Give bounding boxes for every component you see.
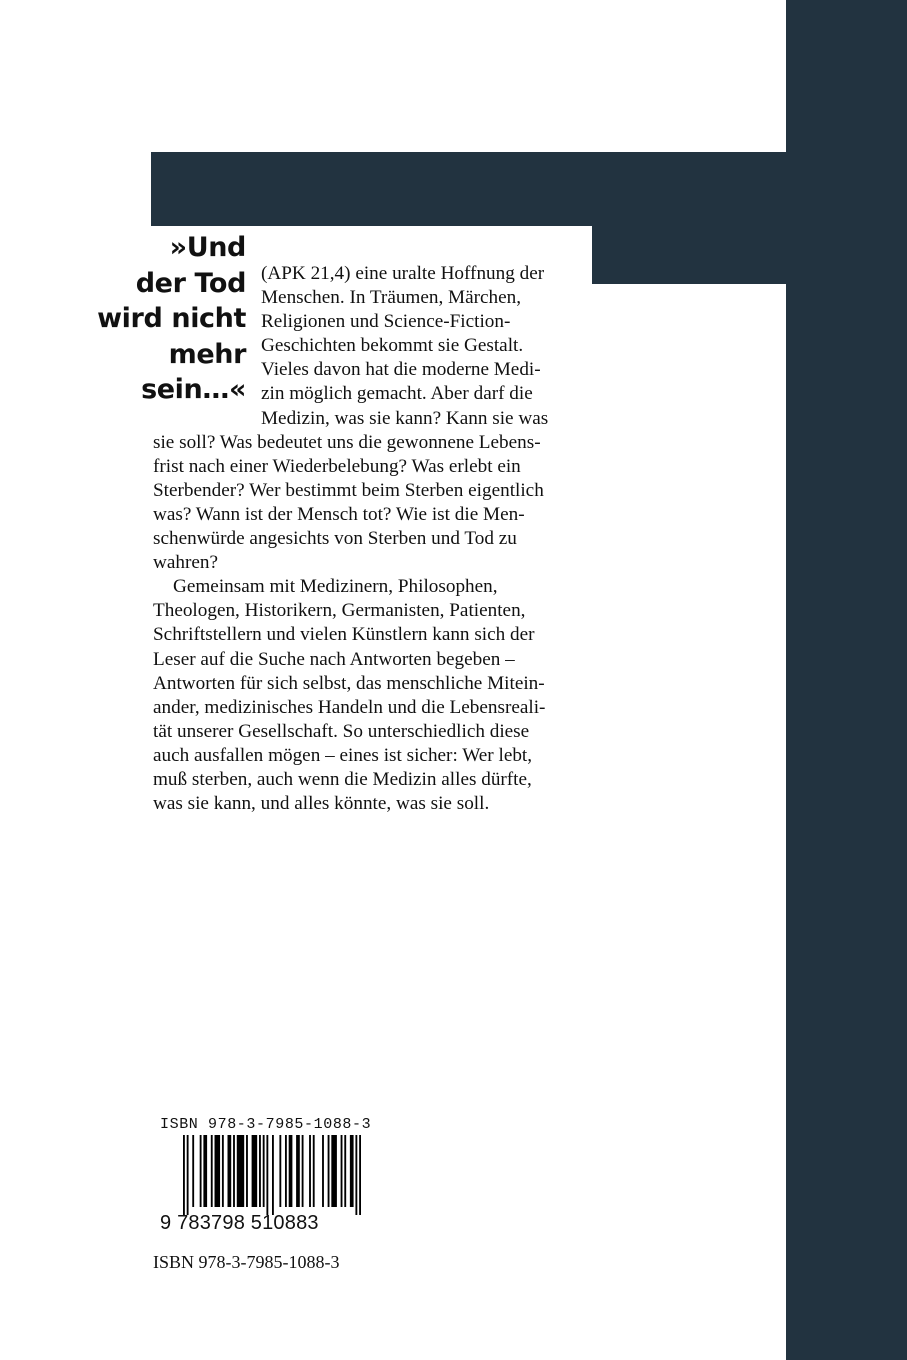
blurb-line: zin möglich gemacht. Aber darf die [261,383,533,405]
color-band-step [592,226,786,284]
barcode-bar [341,1135,343,1207]
barcode-bar [328,1135,330,1207]
pull-quote-line: »Und [169,232,246,263]
barcode-bar [322,1135,324,1207]
blurb-line: sie soll? Was bedeutet uns die gewonnene Lebens- [153,431,541,453]
pull-quote-line: der Tod [135,267,246,299]
barcode-bar [215,1135,221,1207]
barcode-bar [355,1135,357,1215]
blurb-line: Medizin, was sie kann? Kann sie was [261,407,549,429]
blurb-line: Antworten für sich selbst, das menschliche Mitein- [153,672,545,694]
barcode-bar [344,1135,346,1207]
blurb-line: Vieles davon hat die moderne Medi- [261,359,541,381]
top-color-band [151,152,786,226]
blurb-line: Leser auf die Suche nach Antworten begeben – [153,648,515,670]
blurb-line: was? Wann ist der Mensch tot? Wie ist die Men- [153,503,525,525]
barcode-bar [222,1135,224,1207]
barcode-bar [200,1135,202,1207]
blurb-line: Schriftstellern und vielen Künstlern kann sich der [153,624,535,646]
blurb-line: Gemeinsam mit Medizinern, Philosophen, [173,576,498,598]
blurb-text [153,262,593,816]
blurb-line: ander, medizinisches Handeln und die Lebensreali- [153,696,546,718]
barcode-bar [228,1135,232,1207]
barcode [183,1135,361,1215]
barcode-bar [187,1135,189,1215]
blurb-line: auch ausfallen mögen – eines ist sicher: Wer lebt, [153,744,533,766]
spine-color-bar [786,0,907,1360]
barcode-bar [359,1135,361,1215]
barcode-digits: 9 783798 510883 [160,1212,319,1234]
barcode-bar [331,1135,337,1207]
blurb-line: schenwürde angesichts von Sterben und Tod zu [153,528,517,550]
blurb-line: muß sterben, auch wenn die Medizin alles dürfte, [153,768,532,790]
blurb-line: tät unserer Gesellschaft. So unterschiedlich diese [153,720,530,742]
barcode-bar [289,1135,293,1207]
barcode-bar [211,1135,213,1207]
barcode-bar [246,1135,248,1207]
barcode-isbn-label: ISBN 978-3-7985-1088-3 [160,1116,372,1133]
blurb-line: frist nach einer Wiederbelebung? Was erlebt ein [153,455,521,477]
barcode-bar [266,1135,268,1215]
barcode-bar [350,1135,354,1207]
barcode-bar [263,1135,265,1207]
barcode-bar [192,1135,194,1207]
barcode-bar [296,1135,300,1207]
blurb-line: (APK 21,4) eine uralte Hoffnung der [261,263,545,284]
barcode-bar [237,1135,244,1207]
barcode-bar [233,1135,235,1207]
barcode-bar [313,1135,315,1207]
isbn-text: ISBN 978-3-7985-1088-3 [153,1252,340,1272]
blurb-line: Menschen. In Träumen, Märchen, [261,287,522,309]
barcode-bar [272,1135,274,1215]
blurb-line: Geschichten bekommt sie Gestalt. [261,335,524,357]
pull-quote-line: wird nicht [97,303,246,334]
blurb-line: was sie kann, und alles könnte, was sie soll. [153,793,490,815]
barcode-bar [259,1135,261,1207]
barcode-bar [203,1135,207,1207]
blurb-line: wahren? [153,552,218,574]
barcode-bar [183,1135,185,1215]
barcode-bar [252,1135,258,1207]
barcode-bar [302,1135,304,1207]
blurb-line: Theologen, Historikern, Germanisten, Patienten, [153,600,526,622]
blurb-line: Sterbender? Wer bestimmt beim Sterben eigentlich [153,479,544,501]
barcode-bar [309,1135,311,1207]
barcode-bar [279,1135,281,1207]
blurb-line: Religionen und Science-Fiction- [261,311,511,333]
barcode-bar [285,1135,287,1207]
pull-quote-line: sein…« [141,374,246,405]
pull-quote-line: mehr [168,338,246,370]
